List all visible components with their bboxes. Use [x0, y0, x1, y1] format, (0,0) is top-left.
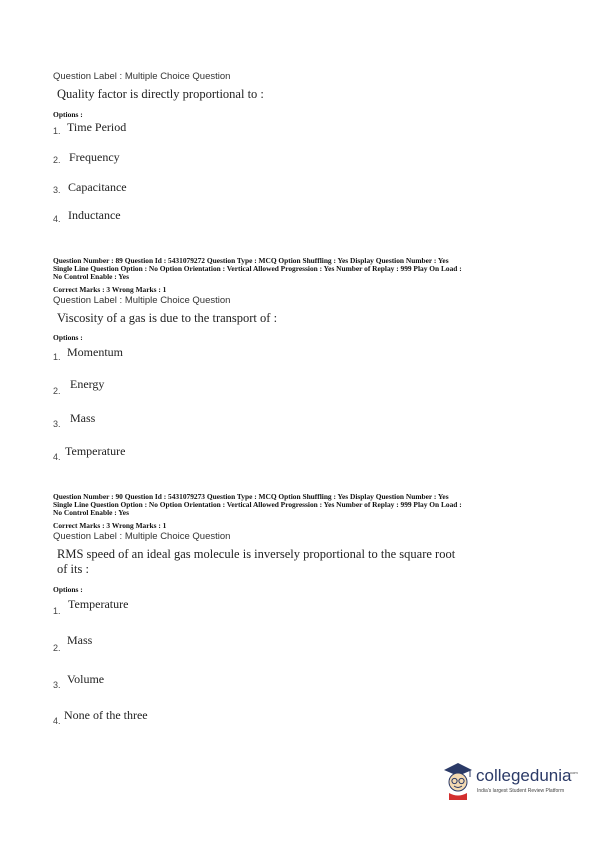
option-number: 1. — [53, 126, 61, 136]
option-text: Capacitance — [68, 180, 127, 194]
option-text: Temperature — [65, 444, 126, 458]
option-text: Mass — [70, 411, 96, 425]
question-text-continued: of its : — [57, 562, 89, 576]
option-text: Momentum — [67, 345, 123, 359]
option-number: 4. — [53, 452, 61, 462]
option-text: None of the three — [64, 708, 148, 722]
options-heading: Options : — [53, 585, 83, 594]
options-heading: Options : — [53, 333, 83, 342]
option-text: Mass — [67, 633, 93, 647]
option-number: 2. — [53, 386, 61, 396]
question-meta: Question Number : 89 Question Id : 5431079272 Question Type : MCQ Option Shuffling : Yes Display Question Number : Yes Single Line Question Option : No Option Orientation : Vertical Allowed Progression : Yes Number of Replay : 999 Play On Load : No Control Enable : Yes — [53, 256, 462, 281]
question-marks: Correct Marks : 3 Wrong Marks : 1 — [53, 285, 167, 294]
option-number: 3. — [53, 419, 61, 429]
option-number: 3. — [53, 680, 61, 690]
option-text: Temperature — [68, 597, 129, 611]
question-text: Viscosity of a gas is due to the transport of : — [57, 311, 278, 325]
question-marks: Correct Marks : 3 Wrong Marks : 1 — [53, 521, 167, 530]
graduate-mascot-icon — [440, 760, 476, 800]
option-number: 4. — [53, 214, 61, 224]
option-text: Energy — [70, 377, 105, 391]
question-label: Question Label : Multiple Choice Question — [53, 295, 231, 306]
option-number: 2. — [53, 155, 61, 165]
option-number: 1. — [53, 352, 61, 362]
question-meta: Question Number : 90 Question Id : 5431079273 Question Type : MCQ Option Shuffling : Yes Display Question Number : Yes Single Line Question Option : No Option Orientation : Vertical Allowed Progression : Yes Number of Replay : 999 Play On Load : No Control Enable : Yes — [53, 492, 462, 517]
option-number: 1. — [53, 606, 61, 616]
option-number: 2. — [53, 643, 61, 653]
option-number: 3. — [53, 185, 61, 195]
logo-wordmark: collegedunia — [476, 766, 572, 785]
option-text: Inductance — [68, 208, 121, 222]
logo-domain: .com — [569, 770, 578, 775]
question-text: Quality factor is directly proportional to : — [57, 87, 264, 101]
option-text: Volume — [67, 672, 105, 686]
option-text: Frequency — [69, 150, 120, 164]
option-number: 4. — [53, 716, 61, 726]
question-text: RMS speed of an ideal gas molecule is inversely proportional to the square root — [57, 547, 456, 561]
options-heading: Options : — [53, 110, 83, 119]
logo-tagline: India's largest Student Review Platform — [477, 788, 565, 794]
option-text: Time Period — [67, 120, 127, 134]
collegedunia-logo — [440, 760, 580, 800]
question-label: Question Label : Multiple Choice Question — [53, 531, 231, 542]
question-label: Question Label : Multiple Choice Question — [53, 71, 231, 82]
